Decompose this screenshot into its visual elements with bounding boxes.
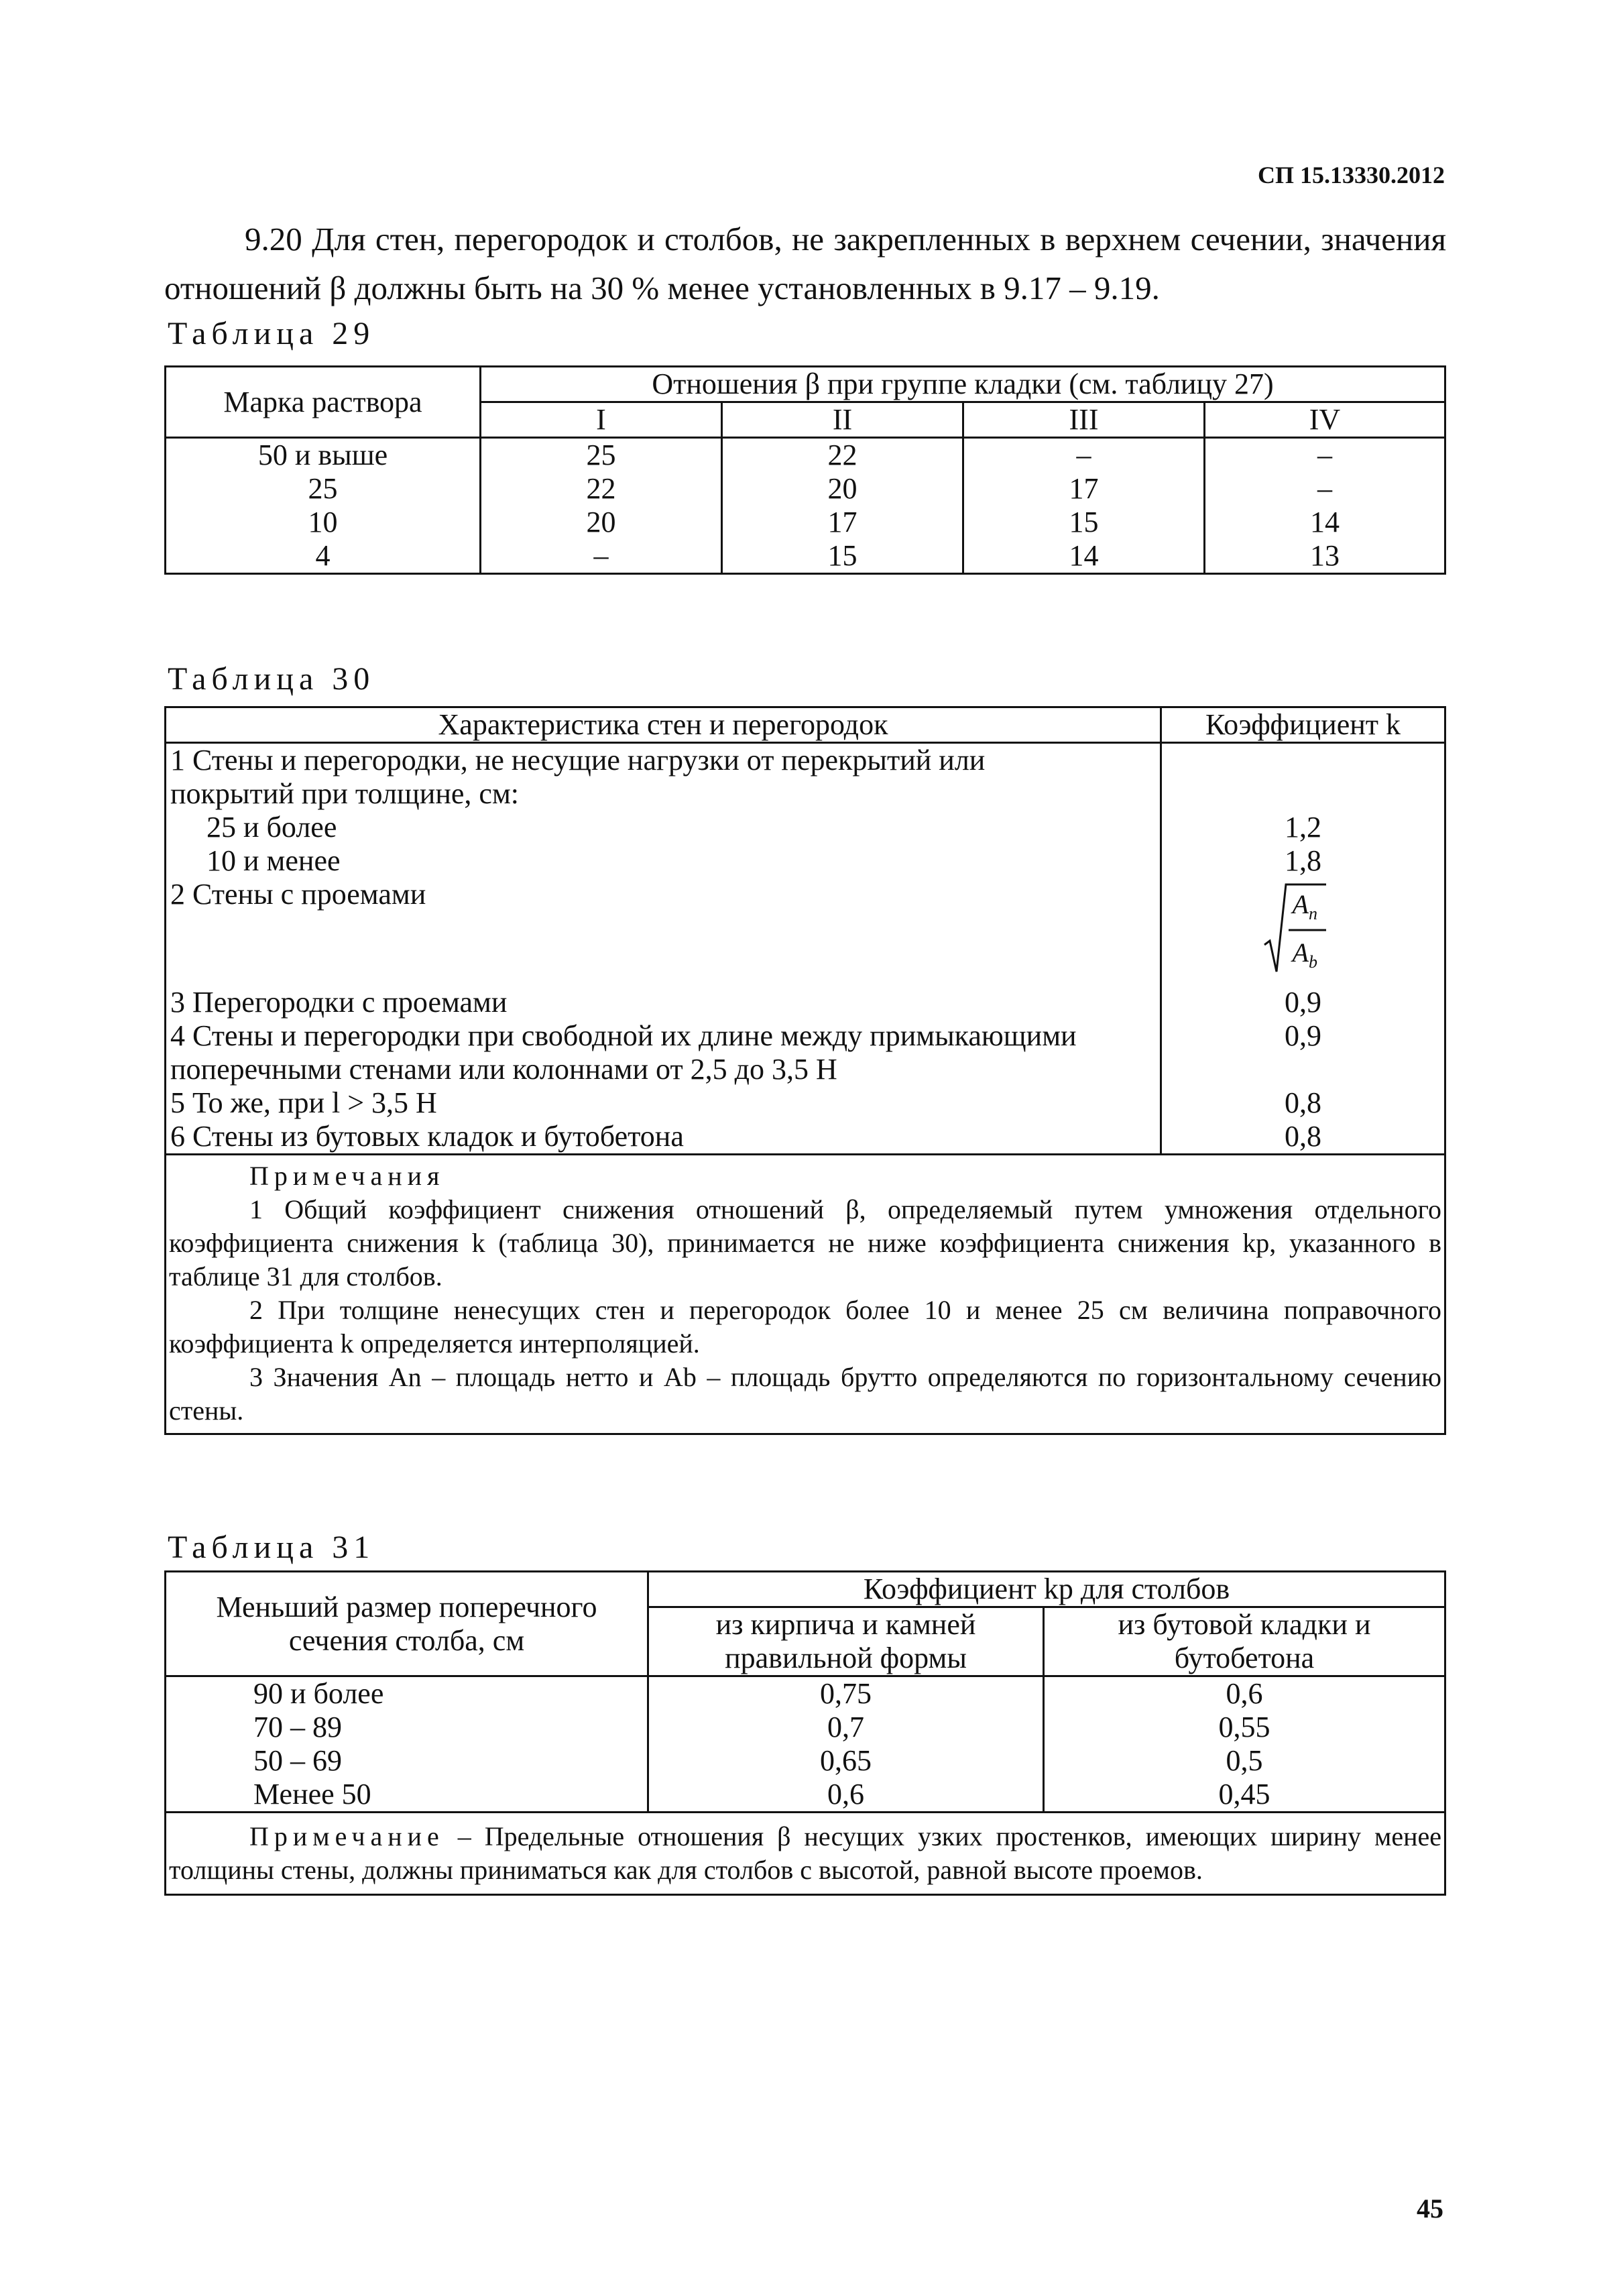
t31-cell: 0,55	[1044, 1711, 1445, 1744]
t30-notes	[166, 1155, 1445, 1434]
table29-caption: Таблица 29	[168, 316, 375, 351]
table-row	[166, 844, 1445, 878]
t30-note1: 1 Общий коэффициент снижения отношений β, определяемый путем умножения отдельного коэффициента снижения k (таблица 30), принимается не ниже коэффициента снижения kp, указанного в таблице 31 для столбов.	[169, 1194, 1441, 1292]
t31-cell: 50 – 69	[166, 1744, 648, 1778]
t30-row1a-text: 25 и более	[166, 811, 1161, 844]
t30-notes-title: Примечания	[249, 1161, 445, 1191]
t29-cell: –	[481, 539, 722, 574]
t30-header-coefficient: Коэффициент k	[1161, 707, 1445, 743]
t31-note	[166, 1813, 1445, 1895]
t30-row3-text: 3 Перегородки с проемами	[166, 986, 1161, 1019]
table-row	[166, 438, 1445, 473]
t29-cell: 25	[166, 472, 481, 506]
table-row	[166, 472, 1445, 506]
formula-denominator: $A_b$	[1292, 937, 1317, 972]
t31-cell: 0,75	[648, 1676, 1044, 1711]
table30-caption: Таблица 30	[168, 661, 375, 697]
t31-cell: 70 – 89	[166, 1711, 648, 1744]
table-row	[166, 986, 1445, 1019]
t30-row5-value: 0,8	[1161, 1086, 1445, 1120]
t31-note-text: – Предельные отношения β несущих узких простенков, имеющих ширину менее толщины стены, должны приниматься как для столбов с высотой, равной высоте проемов.	[169, 1821, 1441, 1885]
t31-header-size: Меньший размер поперечного сечения столба, см	[166, 1572, 648, 1676]
t29-group-2: II	[722, 402, 963, 438]
t29-cell: –	[1205, 438, 1445, 473]
t29-cell: 17	[963, 472, 1205, 506]
table-row	[166, 1086, 1445, 1120]
table-row	[166, 743, 1445, 811]
table-row	[166, 1120, 1445, 1155]
t29-cell: 13	[1205, 539, 1445, 574]
t30-row2-text: 2 Стены с проемами	[166, 878, 1161, 986]
t29-header-group: Отношения β при группе кладки (см. таблицу 27)	[481, 367, 1445, 402]
t29-cell: 14	[963, 539, 1205, 574]
t29-cell: 17	[722, 506, 963, 539]
table-row	[166, 506, 1445, 539]
t30-row3-value: 0,9	[1161, 986, 1445, 1019]
t31-cell: 0,6	[1044, 1676, 1445, 1711]
t30-row1-text	[166, 743, 1161, 811]
t30-row4-line2: поперечными стенами или колоннами от 2,5 до 3,5 H	[170, 1053, 837, 1086]
t30-note2: 2 При толщине ненесущих стен и перегородок более 10 и менее 25 см величина поправочного коэффициента k определяется интерполяцией.	[169, 1295, 1441, 1359]
table-row	[166, 811, 1445, 844]
t29-header-mark: Марка раствора	[166, 367, 481, 438]
table-row	[166, 1676, 1445, 1711]
t30-row1a-value: 1,2	[1161, 811, 1445, 844]
table-31	[164, 1570, 1446, 1896]
table-row	[166, 539, 1445, 574]
t29-cell: 15	[722, 539, 963, 574]
t31-note-title: Примечание	[249, 1821, 445, 1851]
t31-sub-rubble: из бутовой кладки и бутобетона	[1044, 1607, 1445, 1676]
sqrt-formula	[1263, 878, 1327, 978]
t31-cell: 0,5	[1044, 1744, 1445, 1778]
table-row	[166, 1744, 1445, 1778]
t30-row6-value: 0,8	[1161, 1120, 1445, 1155]
table-row	[166, 1711, 1445, 1744]
t29-group-4: IV	[1205, 402, 1445, 438]
t29-cell: –	[963, 438, 1205, 473]
page-number: 45	[1417, 2193, 1443, 2224]
t29-cell: 20	[481, 506, 722, 539]
t30-row1-line1: 1 Стены и перегородки, не несущие нагрузки от перекрытий или	[170, 744, 986, 777]
t31-cell: Менее 50	[166, 1778, 648, 1813]
t30-row4-value: 0,9	[1161, 1019, 1445, 1086]
doc-code-header: СП 15.13330.2012	[1258, 162, 1445, 188]
t31-cell: 90 и более	[166, 1676, 648, 1711]
formula-numerator: $A_n$	[1292, 889, 1317, 923]
t29-cell: 22	[481, 472, 722, 506]
t30-row1b-text: 10 и менее	[166, 844, 1161, 878]
t31-cell: 0,6	[648, 1778, 1044, 1813]
t30-row1b-value: 1,8	[1161, 844, 1445, 878]
t29-cell: 15	[963, 506, 1205, 539]
table-row	[166, 878, 1445, 986]
t31-cell: 0,7	[648, 1711, 1044, 1744]
table-30	[164, 706, 1446, 1435]
t30-row4-line1: 4 Стены и перегородки при свободной их длине между примыкающими	[170, 1019, 1077, 1052]
t29-cell: 25	[481, 438, 722, 473]
t29-cell: 10	[166, 506, 481, 539]
t29-group-1: I	[481, 402, 722, 438]
table-row	[166, 1778, 1445, 1813]
paragraph-9-20: 9.20 Для стен, перегородок и столбов, не закрепленных в верхнем сечении, значения отношений β должны быть на 30 % менее установленных в 9.17 – 9.19.	[164, 221, 1446, 306]
table31-caption: Таблица 31	[168, 1530, 375, 1565]
t29-cell: 4	[166, 539, 481, 574]
t31-sub-brick: из кирпича и камней правильной формы	[648, 1607, 1044, 1676]
t29-cell: –	[1205, 472, 1445, 506]
t30-row5-text: 5 То же, при l > 3,5 H	[166, 1086, 1161, 1120]
t31-header-group: Коэффициент kp для столбов	[648, 1572, 1445, 1607]
table-29	[164, 365, 1446, 575]
table-row	[166, 1019, 1445, 1086]
t29-group-3: III	[963, 402, 1205, 438]
t29-cell: 20	[722, 472, 963, 506]
t30-header-characteristic: Характеристика стен и перегородок	[166, 707, 1161, 743]
t30-row1-line2: покрытий при толщине, см:	[170, 777, 520, 810]
t30-row4-text	[166, 1019, 1161, 1086]
t31-cell: 0,45	[1044, 1778, 1445, 1813]
t29-cell: 22	[722, 438, 963, 473]
t31-cell: 0,65	[648, 1744, 1044, 1778]
t29-cell: 14	[1205, 506, 1445, 539]
t30-row2-formula	[1161, 878, 1445, 986]
t29-cell: 50 и выше	[166, 438, 481, 473]
t30-row6-text: 6 Стены из бутовых кладок и бутобетона	[166, 1120, 1161, 1155]
t30-note3: 3 Значения An – площадь нетто и Ab – площадь брутто определяются по горизонтальному сечению стены.	[169, 1362, 1441, 1426]
